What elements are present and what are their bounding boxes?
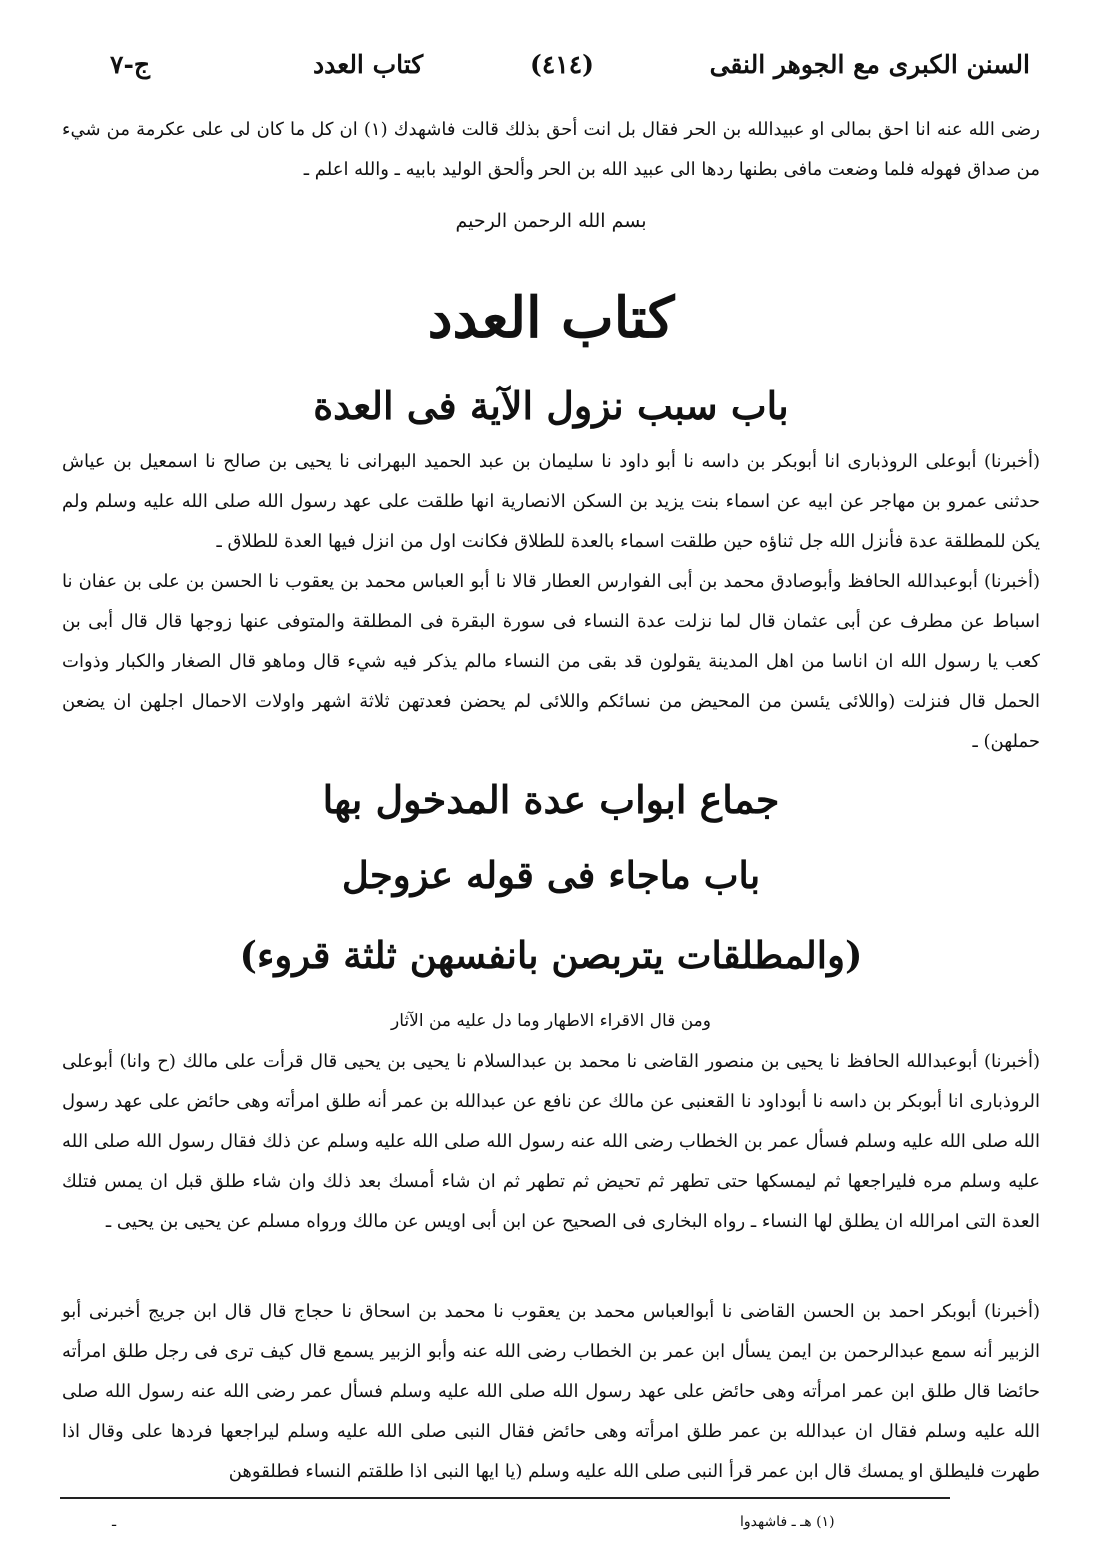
hadith-paragraph: (أخبرنا) أبوعلى الروذبارى انا أبوبكر بن داسه نا أبو داود نا سليمان بن عبد الحميد البهرانى نا يحيى بن صالح نا اسمعيل بن عياش حدثنى عمرو بن مهاجر عن ابيه عن اسماء بنت يزيد بن السكن الانصارية انها طلقت على عهد رسول الله صلى الله عليه وسلم ولم يكن للمطلقة عدة فأنزل الله جل ثناؤه حين طلقت اسماء بالعدة للطلاق فكانت اول من انزل فيها العدة للطلاق ـ — [62, 451, 1040, 552]
header-title: السنن الكبرى مع الجوهر النقى — [709, 50, 1030, 79]
basmala: بسم الله الرحمن الرحيم — [455, 210, 647, 232]
footer-mark: ـ — [112, 1514, 117, 1530]
subheading: ومن قال الاقراء الاطهار وما دل عليه من الآثار — [391, 1011, 711, 1031]
hadith-paragraph: (أخبرنا) أبوعبدالله الحافظ وأبوصادق محمد بن أبى الفوارس العطار قالا نا أبو العباس محمد بن يعقوب نا الحسن بن على بن عفان نا اسباط عن مطرف عن أبى عثمان قال لما نزلت عدة النساء فى سورة البقرة فى المطلقة والمتوفى عنها زوجها قال قال أبى بن كعب يا رسول الله ان اناسا من اهل المدينة يقولون قد بقى من النساء مالم يذكر فيه شيء قال وماهو قال الصغار والكبار وذوات الحمل قال فنزلت (واللائى يئسن من المحيض من نسائكم واللائى لم يحضن فعدتهن ثلاثة اشهر واولات الاحمال اجلهن ان يضعن حملهن) ـ — [62, 571, 1040, 752]
running-header — [70, 50, 1030, 96]
chapter-heading: باب سبب نزول الآية فى العدة — [313, 383, 789, 428]
quran-verse-heading: (والمطلقات يتربصن بانفسهن ثلثة قروء) — [239, 933, 863, 977]
hadith-paragraph: (أخبرنا) أبوعبدالله الحافظ نا يحيى بن منصور القاضى نا محمد بن عبدالسلام نا يحيى بن يحيى قال قرأت على مالك (ح وانا) أبوعلى الروذبارى انا أبوبكر بن داسه نا أبوداود نا القعنبى عن مالك عن نافع عن عبدالله بن عمر أنه طلق امرأته وهى حائض على عهد رسول الله صلى الله عليه وسلم فسأل عمر بن الخطاب رضى الله عنه رسول الله صلى الله عليه وسلم عن ذلك فقال رسول الله صلى الله عليه وسلم مره فليراجعها ثم ليمسكها حتى تطهر ثم تحيض ثم تطهر ثم ان شاء أمسك بعد ذلك وان شاء طلق قبل ان يمس فتلك العدة التى امرالله ان يطلق لها النساء ـ رواه البخارى فى الصحيح عن ابن أبى اويس عن مالك ورواه مسلم عن يحيى بن يحيى ـ — [62, 1051, 1040, 1232]
hadith-paragraph: (أخبرنا) أبوبكر احمد بن الحسن القاضى نا أبوالعباس محمد بن يعقوب نا محمد بن اسحاق نا حجاج قال قال ابن جريج أخبرنى أبو الزبير أنه سمع عبدالرحمن بن ايمن يسأل ابن عمر بن الخطاب رضى الله عنه وأبو الزبير يسمع قال كيف ترى فى رجل طلق امرأته حائضا قال طلق ابن عمر امرأته وهى حائض على عهد رسول الله صلى الله عليه وسلم فسأل عمر رضى الله عنه رسول الله صلى الله عليه وسلم فقال ان عبدالله بن عمر طلق امرأته وهى حائض فقال النبى صلى الله عليه وسلم ليراجعها فردها على وقال اذا طهرت فليطلق او يمسك قال ابن عمر قرأ النبى صلى الله عليه وسلم (يا ايها النبى اذا طلقتم النساء فطلقوهن — [62, 1301, 1040, 1482]
header-page-number: (٤١٤) — [530, 50, 594, 79]
chapter-heading: باب ماجاء فى قوله عزوجل — [341, 853, 761, 897]
intro-paragraph: رضى الله عنه انا احق بمالى او عبيدالله بن الحر فقال بل انت أحق بذلك قالت فاشهدك (١) ان كل ما كان لى على عكرمة من شيء من صداق فهوله فلما وضعت مافى بطنها ردها الى عبيد الله بن الحر وألحق الوليد بابيه ـ والله اعلم ـ — [62, 119, 1040, 180]
header-book-name: كتاب العدد — [313, 50, 424, 79]
section-heading: جماع ابواب عدة المدخول بها — [322, 777, 780, 822]
header-volume: ج-٧ — [110, 50, 150, 79]
footnote-divider — [60, 1497, 950, 1499]
footnote: (١) هـ ـ فاشهدوا — [740, 1514, 835, 1530]
book-title: كتاب العدد — [427, 285, 675, 351]
